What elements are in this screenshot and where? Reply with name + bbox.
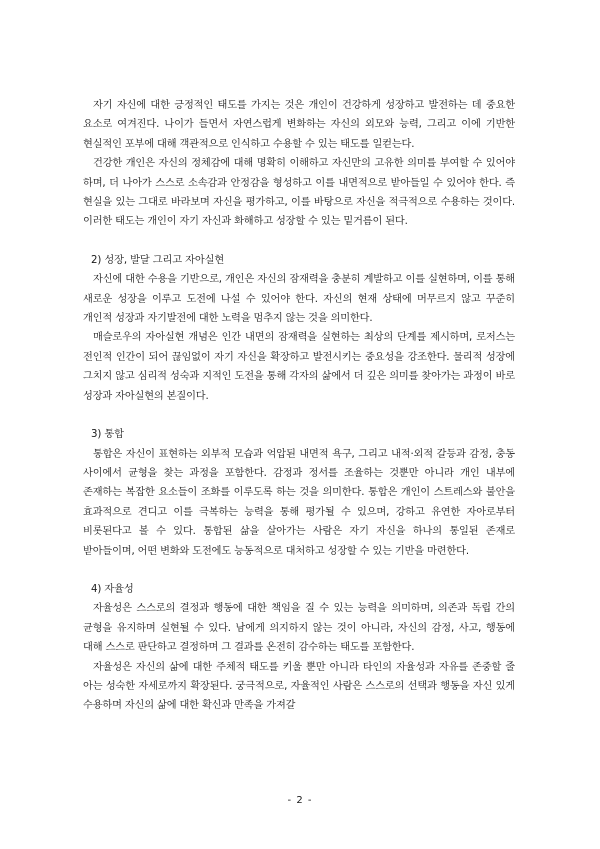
paragraph-self-acceptance-1: 자기 자신에 대한 긍정적인 태도를 가지는 것은 개인이 건강하게 성장하고 발전하는 데 중요한 요소로 여겨진다. 나이가 들면서 자연스럽게 변화하는 자신의 외모와 능력, 그리고 이에 기반한 현실적인 포부에 대해 객관적으로 인식하고 수용할 수 있는 태도를 일컫는다. bbox=[83, 100, 515, 150]
section-heading-autonomy: 4) 자율성 bbox=[91, 583, 134, 595]
paragraph-integration-1: 통합은 자신이 표현하는 외부적 모습과 억압된 내면적 욕구, 그리고 내적·외적 갈등과 감정, 충동 사이에서 균형을 찾는 과정을 포함한다. 감정과 정서를 조율하는 것뿐만 아니라 개인 내부에 존재하는 복잡한 요소들이 조화를 이루도록 하는 것을 의미한다. 통합은 개인이 스트레스와 불안을 효과적으로 견디고 이를 극복하는 능력을 통해 평가될 수 있으며, 강하고 유연한 자아로부터 비롯된다고 볼 수 있다. 통합된 삶을 살아가는 사람은 자기 자신을 하나의 통일된 존재로 받아들이며, 어떤 변화와 도전에도 능동적으로 대처하고 성장할 수 있는 기반을 마련한다. bbox=[83, 448, 515, 557]
section-spacer bbox=[83, 561, 515, 580]
page-number: - 2 - bbox=[287, 795, 313, 806]
section-spacer bbox=[83, 232, 515, 251]
section-spacer bbox=[83, 406, 515, 425]
paragraph-autonomy-1: 자율성은 스스로의 결정과 행동에 대한 책임을 질 수 있는 능력을 의미하며, 의존과 독립 간의 균형을 유지하며 실현될 수 있다. 남에게 의지하지 않는 것이 아니라, 자신의 감정, 사고, 행동에 대해 스스로 판단하고 결정하며 그 결과를 온전히 감수하는 태도를 포함한다. bbox=[83, 603, 515, 654]
page-body bbox=[83, 96, 515, 716]
section-heading-growth: 2) 성장, 발달 그리고 자아실현 bbox=[91, 254, 225, 266]
section-heading-integration: 3) 통합 bbox=[91, 429, 124, 441]
paragraph-growth-2: 매슬로우의 자아실현 개념은 인간 내면의 잠재력을 실현하는 최상의 단계를 제시하며, 로저스는 전인적 인간이 되어 끊임없이 자기 자신을 확장하고 발전시키는 중요성을 강조한다. 물리적 성장에 그치지 않고 심리적 성숙과 지적인 도전을 통해 각자의 삶에서 더 깊은 의미를 찾아가는 과정이 바로 성장과 자아실현의 본질이다. bbox=[83, 332, 515, 402]
paragraph-self-acceptance-2: 건강한 개인은 자신의 정체감에 대해 명확히 이해하고 자신만의 고유한 의미를 부여할 수 있어야 하며, 더 나아가 스스로 소속감과 안정감을 형성하고 이를 내면적으로 받아들일 수 있어야 한다. 즉 현실을 있는 그대로 바라보며 자신을 평가하고, 이를 바탕으로 자신을 적극적으로 수용하는 것이다. 이러한 태도는 개인이 자기 자신과 화해하고 성장할 수 있는 밑거름이 된다. bbox=[83, 158, 515, 228]
paragraph-growth-1: 자신에 대한 수용을 기반으로, 개인은 자신의 잠재력을 충분히 계발하고 이를 실현하며, 이를 통해 새로운 성장을 이루고 도전에 나설 수 있어야 한다. 자신의 현재 상태에 머무르지 않고 꾸준히 개인적 성장과 자기발전에 대한 노력을 멈추지 않는 것을 의미한다. bbox=[83, 274, 515, 325]
paragraph-autonomy-2: 자율성은 자신의 삶에 대한 주체적 태도를 키울 뿐만 아니라 타인의 자율성과 자유를 존중할 줄 아는 성숙한 자세로까지 확장된다. 궁극적으로, 자율적인 사람은 스스로의 선택과 행동을 자신 있게 수용하며 자신의 삶에 대한 확신과 만족을 가져갈 bbox=[83, 661, 515, 712]
